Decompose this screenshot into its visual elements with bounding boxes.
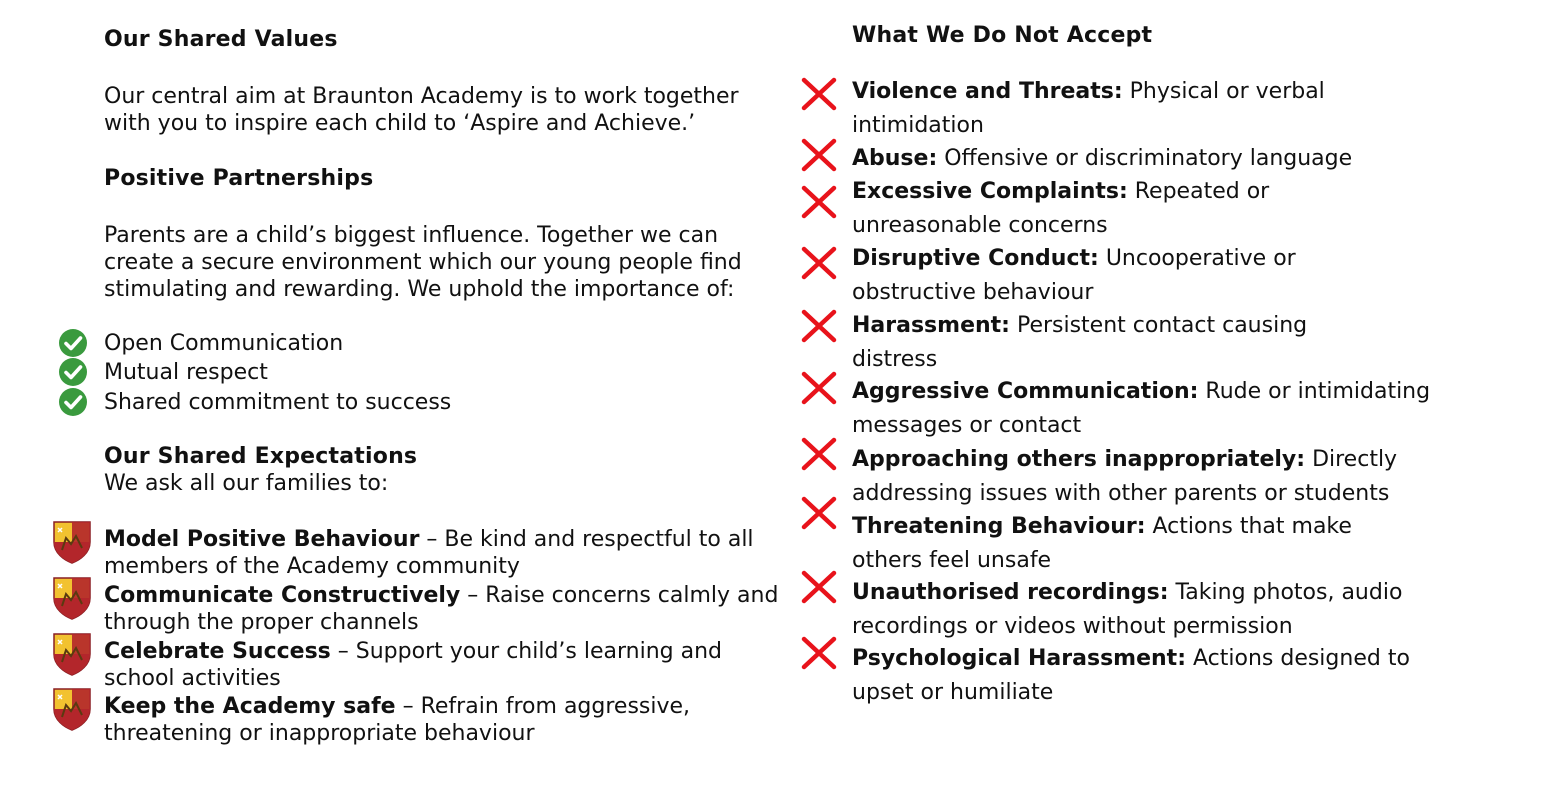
item-title: Abuse: [852, 146, 938, 171]
red-cross-icon [800, 309, 838, 343]
expectation-desc-line2: threatening or inappropriate behaviour [104, 721, 535, 746]
item-title: Disruptive Conduct: [852, 246, 1099, 271]
not-accept-heading: What We Do Not Accept [852, 23, 1153, 48]
partnerships-line-3: stimulating and rewarding. We uphold the importance of: [104, 277, 735, 302]
item-desc: Actions that make [1145, 514, 1352, 539]
expectation-text [104, 526, 754, 580]
academy-shield-icon [52, 576, 92, 620]
check-circle-icon [58, 387, 88, 417]
academy-shield-icon [52, 632, 92, 676]
item-desc: Taking photos, audio [1168, 580, 1403, 605]
item-title: Threatening Behaviour: [852, 514, 1146, 539]
expectation-desc-line2: school activities [104, 666, 281, 691]
expectation-desc: – Raise concerns calmly and [460, 583, 779, 608]
expectations-heading: Our Shared Expectations [104, 444, 418, 469]
values-line-1: Our central aim at Braunton Academy is to work together [104, 84, 739, 109]
expectation-text [104, 638, 744, 692]
item-title: Violence and Threats: [852, 79, 1123, 104]
academy-shield-icon [52, 687, 92, 731]
red-cross-icon [800, 371, 838, 405]
item-title: Approaching others inappropriately: [852, 447, 1306, 472]
item-desc: Offensive or discriminatory language [937, 146, 1353, 171]
item-desc: Persistent contact causing [1009, 313, 1308, 338]
check-circle-icon [58, 328, 88, 358]
item-desc-line2: recordings or videos without permission [852, 614, 1293, 639]
item-title: Harassment: [852, 313, 1010, 338]
check-item-1 [58, 329, 343, 357]
expectation-title: Model Positive Behaviour [104, 527, 420, 552]
check-item-3 [58, 388, 451, 416]
check-item-label: Mutual respect [104, 359, 268, 385]
expectations-subheading: We ask all our families to: [104, 471, 389, 496]
academy-shield-icon [52, 520, 92, 564]
item-desc: Uncooperative or [1098, 246, 1296, 271]
item-title: Psychological Harassment: [852, 646, 1186, 671]
red-cross-icon [800, 185, 838, 219]
red-cross-icon [800, 636, 838, 670]
red-cross-icon [800, 138, 838, 172]
item-desc: Actions designed to [1186, 646, 1410, 671]
expectation-title: Keep the Academy safe [104, 694, 396, 719]
expectation-desc: – Refrain from aggressive, [395, 694, 691, 719]
expectation-title: Celebrate Success [104, 639, 331, 664]
expectation-desc: – Be kind and respectful to all [419, 527, 754, 552]
partnerships-line-1: Parents are a child’s biggest influence. Together we can [104, 223, 719, 248]
expectation-title: Communicate Constructively [104, 583, 461, 608]
item-desc-line2: upset or humiliate [852, 680, 1054, 705]
check-item-label: Shared commitment to success [104, 389, 452, 415]
item-desc: Directly [1305, 447, 1398, 472]
item-desc-line2: obstructive behaviour [852, 280, 1094, 305]
partnerships-heading: Positive Partnerships [104, 166, 374, 191]
check-item-2 [58, 358, 268, 386]
item-desc-line2: messages or contact [852, 413, 1082, 438]
expectation-text [104, 693, 744, 747]
item-desc-line2: addressing issues with other parents or students [852, 481, 1390, 506]
partnerships-paragraph [104, 222, 742, 303]
item-desc: Repeated or [1127, 179, 1270, 204]
item-desc-line2: distress [852, 347, 938, 372]
red-cross-icon [800, 496, 838, 530]
expectation-text [104, 582, 779, 636]
item-title: Unauthorised recordings: [852, 580, 1169, 605]
values-paragraph [104, 83, 739, 137]
item-desc-line2: others feel unsafe [852, 548, 1052, 573]
item-desc-line2: unreasonable concerns [852, 213, 1108, 238]
check-circle-icon [58, 357, 88, 387]
expectation-desc-line2: through the proper channels [104, 610, 419, 635]
red-cross-icon [800, 437, 838, 471]
check-item-label: Open Communication [104, 330, 344, 356]
expectation-desc-line2: members of the Academy community [104, 554, 520, 579]
item-title: Aggressive Communication: [852, 379, 1199, 404]
values-line-2: with you to inspire each child to ‘Aspire and Achieve.’ [104, 111, 696, 136]
item-title: Excessive Complaints: [852, 179, 1128, 204]
item-desc-line2: intimidation [852, 113, 984, 138]
expectation-desc: – Support your child’s learning and [330, 639, 723, 664]
red-cross-icon [800, 246, 838, 280]
red-cross-icon [800, 570, 838, 604]
item-desc: Physical or verbal [1122, 79, 1325, 104]
item-desc: Rude or intimidating [1198, 379, 1431, 404]
values-heading: Our Shared Values [104, 27, 338, 52]
red-cross-icon [800, 77, 838, 111]
partnerships-line-2: create a secure environment which our young people find [104, 250, 742, 275]
